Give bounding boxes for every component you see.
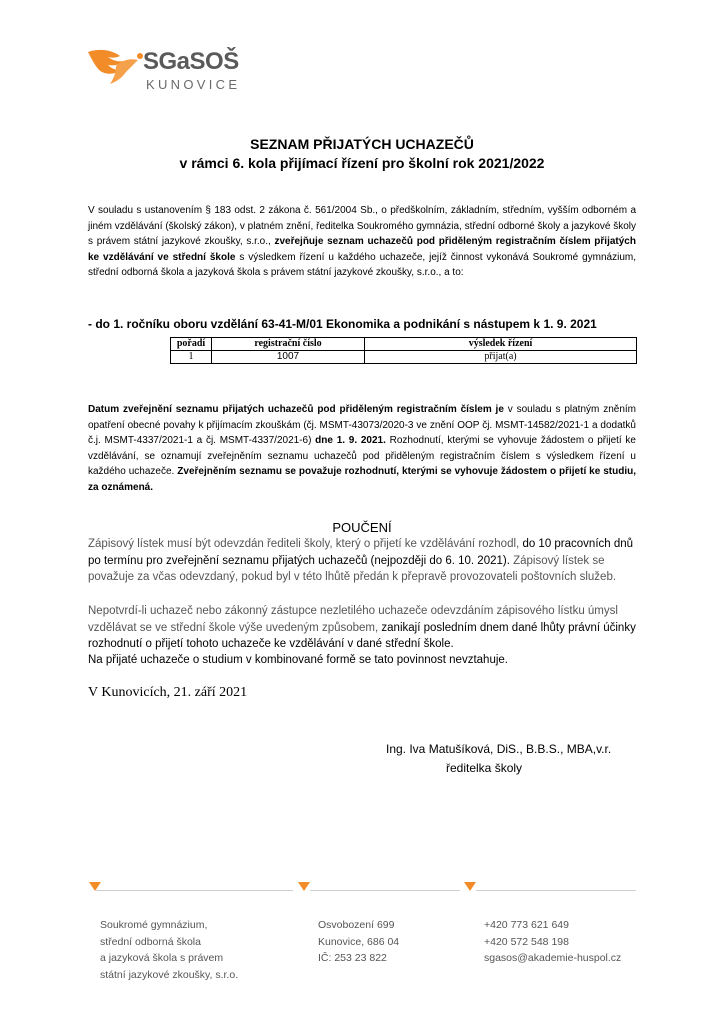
- footer-email: sgasos@akademie-huspol.cz: [484, 952, 622, 964]
- logo-subtitle: KUNOVICE: [146, 77, 241, 92]
- footer-marker-icon: [298, 882, 310, 891]
- footer-divider: [476, 890, 636, 891]
- logo-name: SGaSOŠ: [143, 48, 239, 75]
- school-logo: [86, 44, 286, 96]
- footer-address-line: IČ: 253 23 822: [318, 952, 387, 964]
- cell-result: přijat(a): [365, 351, 637, 364]
- signatory-name: Ing. Iva Matušíková, DiS., B.B.S., MBA,v.r.: [386, 742, 612, 756]
- instr-p1-c: Zápisový lístek se považuje za včas odevzdaný, pokud byl v této lhůtě předán k přepravě provozovateli poštovních služeb.: [88, 554, 617, 583]
- intro-lead: V souladu s ustanovením § 183 odst. 2 zákona č. 561/2004 Sb., o předškolním, základním, středním, vyšším odborném a jiném vzdělávání (školský zákon), v platném znění, ředitelka Soukromého gymnázia, střední odborné školy a jazykové školy s právem státní jazykové zkoušky, s.r.o.,: [88, 205, 636, 248]
- header-result: výsledek řízení: [365, 338, 637, 351]
- publication-bold-2: dne 1. 9. 2021.: [315, 435, 386, 447]
- footer-address-line: Osvobození 699: [318, 919, 395, 931]
- study-field-line: - do 1. ročníku oboru vzdělání 63-41-M/01 Ekonomika a podnikání s nástupem k 1. 9. 2021: [88, 317, 597, 331]
- publication-bold-3: Zveřejněním seznamu se považuje rozhodnutí, kterými se vyhovuje žádostem o přijetí ke studiu, za oznámená.: [88, 466, 636, 493]
- instr-p3: Na přijaté uchazeče o studium v kombinované formě se tato povinnost nevztahuje.: [88, 654, 508, 666]
- instructions-paragraph-1: [88, 536, 638, 586]
- footer-phone: +420 572 548 198: [484, 935, 569, 948]
- instr-p2-c: .: [450, 638, 454, 650]
- footer-divider: [310, 890, 460, 891]
- document-title: [0, 135, 724, 173]
- orange-bird-icon: [86, 44, 146, 88]
- footer-address-line: Kunovice, 686 04: [318, 935, 400, 948]
- instr-p2-a: Nepotvrdí-li uchazeč nebo zákonný zástupce nezletilého uchazeče odevzdáním zápisového lístku úmysl vzdělávat se ve střední škole výše uvedeným způsobem,: [88, 605, 618, 634]
- intro-tail: s výsledkem řízení u každého uchazeče, jejíž činnost vykonává Soukromé gymnázium, střední odborná škola a jazyková škola s právem státní jazykové zkoušky, s.r.o., a to:: [88, 251, 636, 279]
- instructions-title: POUČENÍ: [332, 520, 392, 535]
- instructions-paragraph-2: [88, 603, 638, 653]
- table-header-row: [171, 338, 637, 351]
- cell-registration-number: 1007: [212, 351, 365, 364]
- table-row: [171, 351, 637, 364]
- intro-bold: zveřejňuje seznam uchazečů pod přiděleným registračním číslem přijatých ke vzdělávání ve střední škole: [88, 236, 636, 263]
- instructions-paragraph-3: [88, 652, 638, 669]
- title-line-1: SEZNAM PŘIJATÝCH UCHAZEČŮ: [250, 136, 474, 152]
- publication-bold-1: Datum zveřejnění seznamu přijatých uchazečů pod přiděleným registračním číslem je: [88, 404, 504, 415]
- header-registration-number: registrační číslo: [212, 338, 365, 351]
- intro-paragraph: [88, 203, 636, 281]
- header-order: pořadí: [171, 338, 212, 351]
- cell-order: 1: [171, 351, 212, 364]
- results-table: [170, 337, 637, 364]
- publication-text-2: Rozhodnutí, kterými se vyhovuje žádostem o přijetí ke vzdělávání, se oznamují zveřejněním seznamu uchazečů pod přiděleným registračním číslem s výsledkem řízení u každého uchazeče.: [88, 435, 636, 478]
- instr-p2-b: zanikají posledním dnem dané lhůty právní účinky rozhodnutí o přijetí tohoto uchazeče ke vzdělávání v dané střední škole: [88, 621, 636, 650]
- footer-contact: [484, 917, 621, 967]
- footer-marker-icon: [464, 882, 476, 891]
- place-and-date: V Kunovicích, 21. září 2021: [88, 685, 248, 700]
- footer-address: [318, 917, 399, 967]
- footer-company-line: střední odborná škola: [100, 935, 201, 948]
- signatory-role: ředitelka školy: [446, 761, 523, 775]
- footer-divider: [96, 890, 293, 891]
- publication-paragraph: [88, 402, 636, 496]
- footer-company: [100, 917, 238, 983]
- footer-company-line: a jazyková škola s právem: [100, 952, 224, 964]
- instr-p1-b: do 10 pracovních dnů po termínu pro zveřejnění seznamu přijatých uchazečů (nejpozději do 6. 10. 2021).: [88, 538, 634, 567]
- instr-p1-a: Zápisový lístek musí být odevzdán řediteli školy, který o přijetí ke vzdělávání rozhodl,: [88, 538, 523, 550]
- footer-company-line: státní jazykové zkoušky, s.r.o.: [100, 968, 239, 981]
- footer-company-line: Soukromé gymnázium,: [100, 919, 208, 931]
- publication-text-1: v souladu s platným zněním opatření obecné povahy k přijímacím zkouškám (čj. MSMT-43073/2020-3 ve znění OOP čj. MSMT-14582/2021-1 a dodatků č.j. MSMT-4337/2021-1 a čj. MSMT-4337/2021-6): [88, 404, 636, 447]
- footer-phone: +420 773 621 649: [484, 919, 569, 931]
- title-line-2: v rámci 6. kola přijímací řízení pro školní rok 2021/2022: [179, 155, 545, 171]
